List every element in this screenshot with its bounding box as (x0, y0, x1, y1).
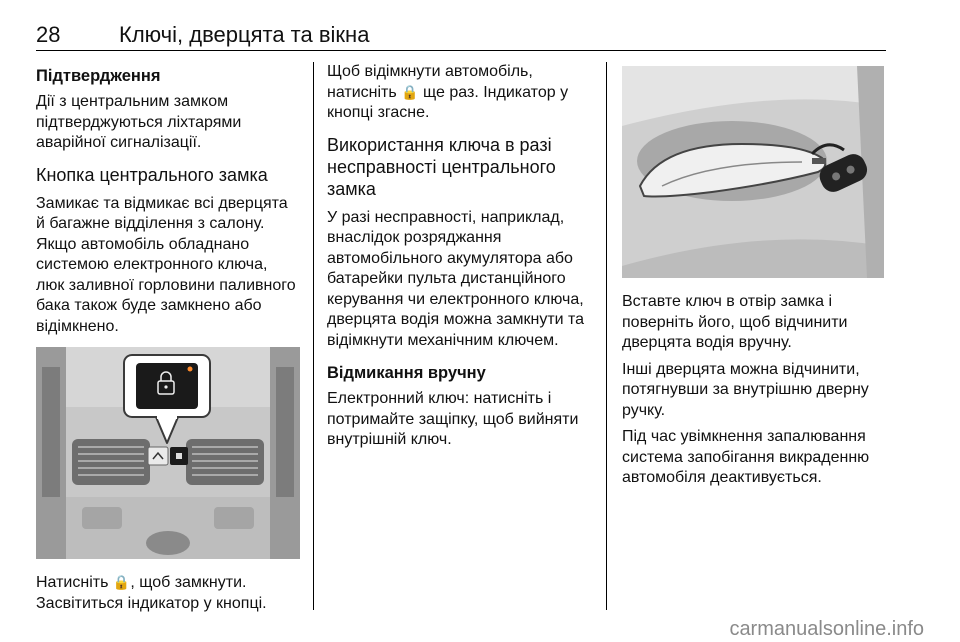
column-middle (327, 62, 589, 457)
padlock-icon: 🔒 (401, 84, 419, 101)
manual-unlock-text: Електронний ключ: натисніть і потримайте защіпку, щоб вийняти внутрішній ключ. (327, 390, 579, 448)
immobilizer-text: Під час увімкнення запалювання система запобігання викраденню автомобіля деактивується. (622, 428, 870, 486)
central-lock-button-heading: Кнопка центрального замка (36, 164, 268, 185)
page-header (36, 22, 886, 50)
insert-key-text: Вставте ключ в отвір замка і поверніть його, щоб відчинити дверцята водія вручну. (622, 293, 848, 351)
header-divider (36, 50, 886, 51)
column-right (622, 292, 884, 495)
door-handle-key-figure (622, 66, 884, 278)
confirm-heading: Підтвердження (36, 67, 161, 85)
central-lock-button-text: Замикає та відмикає всі дверцята й багажне відділення з салону. Якщо автомобіль обладнано системою електронного ключа, люк заливної горловини паливного бака також буде замкнено або відімкнено. (36, 194, 296, 335)
dashboard-lock-button-figure (36, 347, 300, 559)
dashboard-illustration (36, 347, 300, 559)
watermark: carmanualsonline.info (729, 618, 924, 640)
column-left (36, 62, 300, 620)
page-number: 28 (36, 22, 61, 47)
confirm-text: Дії з центральним замком підтверджуються ліхтарями аварійної сигналізації. (36, 93, 242, 151)
other-doors-text: Інші дверцята можна відчинити, потягнувши за внутрішню дверну ручку. (622, 360, 869, 419)
press-to-lock-text: Натисніть 🔒, щоб замкнути. Засвітиться індикатор у кнопці. (36, 574, 267, 612)
unlock-text: Щоб відімкнути автомобіль, натисніть 🔒 ще раз. Індикатор у кнопці згасне. (327, 63, 569, 121)
page-title: Ключі, дверцята та вікна (119, 22, 370, 47)
column-divider (606, 62, 607, 610)
padlock-icon: 🔒 (112, 575, 131, 591)
manual-unlock-heading: Відмикання вручну (327, 364, 486, 382)
door-handle-illustration (622, 66, 884, 278)
key-fault-heading: Використання ключа в разі несправності центрального замка (327, 134, 556, 199)
key-fault-text: У разі несправності, наприклад, внаслідок розряджання автомобільного акумулятора або батарейки пульта дистанційного керування чи електронного ключа, дверцята водія можна замкнути та відімкнути механічним ключем. (327, 208, 585, 349)
column-divider (313, 62, 314, 610)
